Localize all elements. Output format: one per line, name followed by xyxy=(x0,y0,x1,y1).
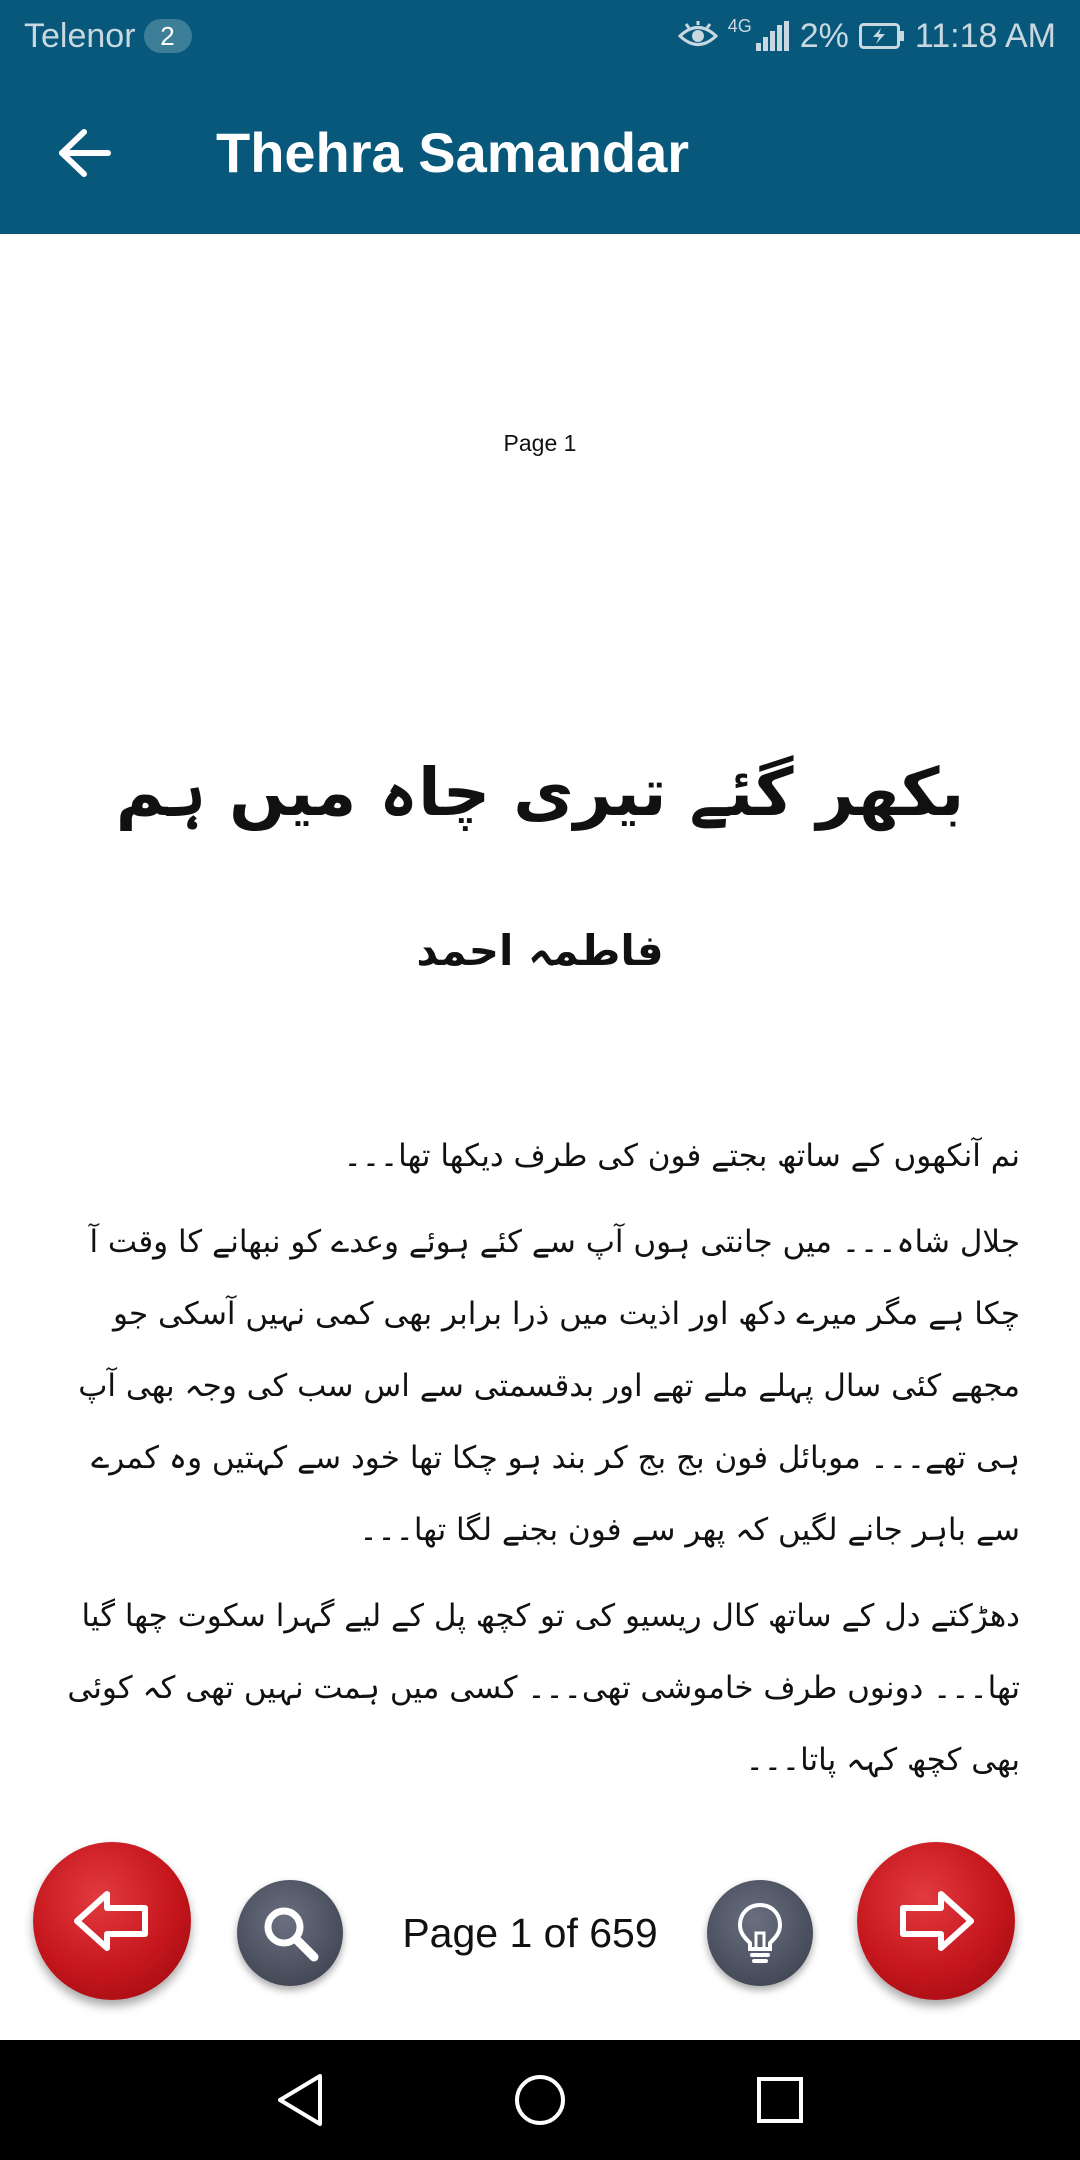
paragraph: نم آنکھوں کے ساتھ بجتے فون کی طرف دیکھا تھا۔۔۔ xyxy=(343,1138,1020,1174)
app-bar xyxy=(0,72,1080,234)
back-button[interactable] xyxy=(50,118,120,188)
signal-icon xyxy=(756,21,790,51)
search-icon xyxy=(258,1901,322,1965)
paragraph: جلال شاہ۔۔۔ میں جانتی ہوں آپ سے کئے ہوئے وعدے کو نبھانے کا وقت آ چکا ہے مگر میرے دکھ اور اذیت میں ذرا برابر بھی کمی نہیں آسکی جو مجھے کئی سال پہلے ملے تھے اور بدقسمتی سے اس سب کی وجہ بھی آپ ہی تھے۔۔۔ موبائل فون بج بج کر بند ہو چکا تھا خود سے کہتیں وہ کمرے سے باہر جانے لگیں کہ پھر سے فون بجنے لگا تھا۔۔۔ xyxy=(78,1224,1020,1548)
status-left xyxy=(24,17,192,56)
network-type: 4G xyxy=(727,16,752,36)
lightbulb-icon xyxy=(736,1901,784,1965)
page-number-label: Page 1 xyxy=(503,430,577,456)
battery-charging-icon xyxy=(859,23,905,49)
previous-page-button[interactable] xyxy=(33,1842,191,2000)
page-counter: Page 1 of 659 xyxy=(402,1909,658,1956)
book-page[interactable] xyxy=(0,234,1080,2030)
circle-home-icon xyxy=(512,2072,568,2128)
system-recents-button[interactable] xyxy=(740,2060,820,2140)
system-home-button[interactable] xyxy=(500,2060,580,2140)
reader-controls xyxy=(0,1840,1080,2010)
search-button[interactable] xyxy=(237,1880,343,1986)
status-right xyxy=(678,17,1056,56)
page-title: Thehra Samandar xyxy=(216,121,690,184)
carrier-label: Telenor xyxy=(24,16,136,55)
next-page-button[interactable] xyxy=(857,1842,1015,2000)
book-title: بکھر گئے تیری چاہ میں ہم xyxy=(115,754,965,831)
system-back-button[interactable] xyxy=(260,2060,340,2140)
paragraph: دھڑکتے دل کے ساتھ کال ریسیو کی تو کچھ پل کے لیے گہرا سکوت چھا گیا تھا۔۔۔ دونوں طرف خاموشی تھی۔۔۔ کسی میں ہمت نہیں تھی کہ کوئی بھی کچھ کہہ پاتا۔۔۔ xyxy=(67,1598,1020,1778)
system-navigation-bar xyxy=(0,2040,1080,2160)
clock: 11:18 AM xyxy=(914,16,1056,55)
sim-badge: 2 xyxy=(144,19,192,53)
book-author: فاطمہ احمد xyxy=(416,926,664,975)
arrow-right-outline-icon xyxy=(897,1890,975,1952)
status-bar xyxy=(0,0,1080,72)
story-text xyxy=(60,1120,1020,1810)
square-recents-icon xyxy=(755,2075,805,2125)
eye-icon xyxy=(678,21,718,51)
arrow-left-icon xyxy=(58,128,112,178)
arrow-left-outline-icon xyxy=(73,1890,151,1952)
triangle-back-icon xyxy=(274,2072,326,2128)
battery-percent: 2% xyxy=(799,16,849,55)
hint-button[interactable] xyxy=(707,1880,813,1986)
